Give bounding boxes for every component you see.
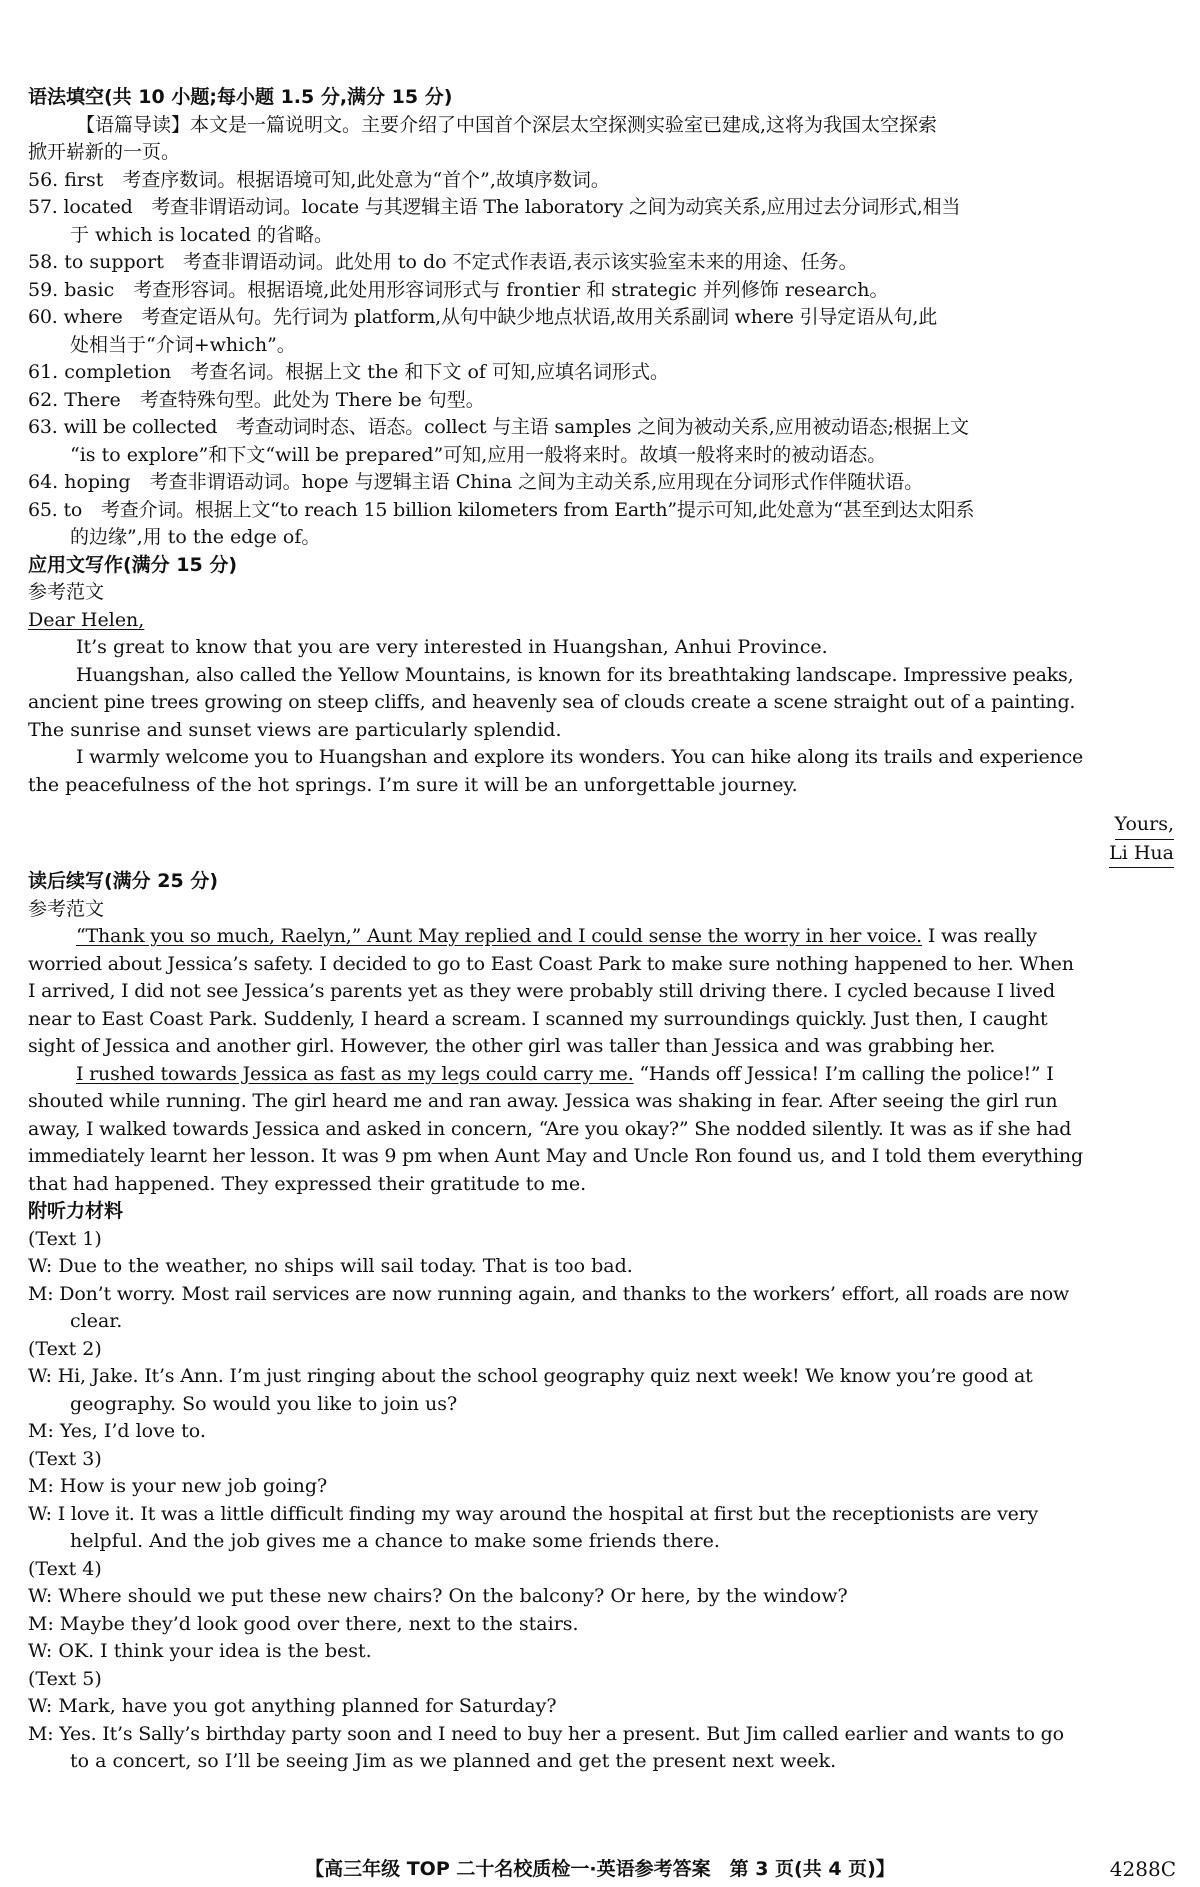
- letter-closing: Yours,: [1115, 811, 1174, 840]
- story-given-sentence-2: I rushed towards Jessica as fast as my legs could carry me.: [76, 1062, 634, 1085]
- story-line: worried about Jessica’s safety. I decided to go to East Coast Park to make sure nothing happened to her. When: [28, 952, 1074, 975]
- story-given-sentence-1: “Thank you so much, Raelyn,” Aunt May replied and I could sense the worry in her voice.: [76, 925, 922, 947]
- writing-ref-label: 参考范文: [28, 581, 105, 603]
- dialogue-line: W: I love it. It was a little difficult finding my way around the hospital at first but the receptionists are very: [28, 1502, 1039, 1525]
- listening-heading: 附听力材料: [28, 1200, 124, 1222]
- writing-heading: 应用文写作(满分 15 分): [28, 553, 238, 576]
- dialogue-line-cont: geography. So would you like to join us?: [70, 1392, 458, 1415]
- text-label: (Text 4): [28, 1557, 102, 1580]
- answer-57-cont: 于 which is located 的省略。: [70, 223, 333, 246]
- letter-salutation: Dear Helen,: [28, 608, 145, 631]
- dialogue-line: W: Where should we put these new chairs? On the balcony? Or here, by the window?: [28, 1585, 848, 1607]
- answer-page: [28, 84, 1174, 1776]
- answer-65: 65. to 考查介词。根据上文“to reach 15 billion kilometers from Earth”提示可知,此处意为“甚至到达太阳系: [28, 498, 975, 521]
- dialogue-line: W: OK. I think your idea is the best.: [28, 1640, 372, 1662]
- text-label: (Text 5): [28, 1667, 102, 1690]
- answer-60-cont: 处相当于“介词+which”。: [70, 333, 296, 356]
- text-label: (Text 2): [28, 1337, 102, 1360]
- letter-paragraph-3-line: the peacefulness of the hot springs. I’m sure it will be an unforgettable journey.: [28, 773, 798, 796]
- document-code: 4288C: [1109, 1857, 1176, 1881]
- continuation-ref-label: 参考范文: [28, 897, 105, 920]
- answer-56: 56. first 考查序数词。根据语境可知,此处意为“首个”,故填序数词。: [28, 168, 610, 191]
- text-label: (Text 1): [28, 1227, 102, 1250]
- story-line: that had happened. They expressed their gratitude to me.: [28, 1172, 587, 1195]
- story-line: near to East Coast Park. Suddenly, I heard a scream. I scanned my surroundings quickly. Just then, I caught: [28, 1007, 1048, 1030]
- continuation-heading: 读后续写(满分 25 分): [28, 870, 219, 892]
- story-paragraph-1: “Thank you so much, Raelyn,” Aunt May replied and I could sense the worry in her voice. I was really: [76, 925, 1037, 947]
- letter-paragraph-2: Huangshan, also called the Yellow Mountains, is known for its breathtaking landscape. Impressive peaks,: [76, 663, 1074, 686]
- story-line: away, I walked towards Jessica and asked in concern, “Are you okay?” She nodded silently. It was as if she had: [28, 1117, 1072, 1140]
- dialogue-line: W: Mark, have you got anything planned for Saturday?: [28, 1695, 557, 1717]
- dialogue-line: M: How is your new job going?: [28, 1475, 328, 1497]
- story-line: immediately learnt her lesson. It was 9 pm when Aunt May and Uncle Ron found us, and I told them everything: [28, 1145, 1083, 1167]
- answer-65-cont: 的边缘”,用 to the edge of。: [70, 526, 321, 548]
- story-paragraph-2: I rushed towards Jessica as fast as my legs could carry me. “Hands off Jessica! I’m calling the police!” I: [76, 1062, 1054, 1085]
- letter-paragraph-2-line: The sunrise and sunset views are particularly splendid.: [28, 718, 562, 741]
- answer-58: 58. to support 考查非谓语动词。此处用 to do 不定式作表语,表示该实验室未来的用途、任务。: [28, 251, 858, 273]
- letter-paragraph-2-line: ancient pine trees growing on steep cliffs, and heavenly sea of clouds create a scene straight out of a painting.: [28, 691, 1076, 713]
- dialogue-line-cont: clear.: [70, 1310, 123, 1332]
- letter-paragraph-1: It’s great to know that you are very interested in Huangshan, Anhui Province.: [76, 636, 828, 658]
- dialogue-line: M: Don’t worry. Most rail services are now running again, and thanks to the workers’ effort, all roads are now: [28, 1282, 1070, 1305]
- answer-64: 64. hoping 考查非谓语动词。hope 与逻辑主语 China 之间为主动关系,应用现在分词形式作伴随状语。: [28, 471, 924, 493]
- answer-57: 57. located 考查非谓语动词。locate 与其逻辑主语 The laboratory 之间为动宾关系,应用过去分词形式,相当: [28, 196, 961, 218]
- dialogue-line-cont: helpful. And the job gives me a chance to make some friends there.: [70, 1530, 720, 1552]
- dialogue-line: W: Hi, Jake. It’s Ann. I’m just ringing about the school geography quiz next week! We know you’re good at: [28, 1365, 1033, 1387]
- letter-signature: Li Hua: [1109, 840, 1174, 869]
- grammar-intro: 【语篇导读】本文是一篇说明文。主要介绍了中国首个深层太空探测实验室已建成,这将为我国太空探索: [76, 113, 938, 136]
- answer-62: 62. There 考查特殊句型。此处为 There be 句型。: [28, 388, 485, 411]
- dialogue-line: M: Yes. It’s Sally’s birthday party soon and I need to buy her a present. But Jim called earlier and wants to go: [28, 1722, 1064, 1745]
- story-line: shouted while running. The girl heard me and ran away. Jessica was shaking in fear. After seeing the girl run: [28, 1090, 1058, 1112]
- text-label: (Text 3): [28, 1447, 102, 1470]
- answer-61: 61. completion 考查名词。根据上文 the 和下文 of 可知,应填名词形式。: [28, 361, 670, 383]
- dialogue-line: M: Yes, I’d love to.: [28, 1420, 206, 1442]
- story-line: I arrived, I did not see Jessica’s parents yet as they were probably still driving there. I cycled because I lived: [28, 980, 1055, 1002]
- answer-63: 63. will be collected 考查动词时态、语态。collect 与主语 samples 之间为被动关系,应用被动语态;根据上文: [28, 416, 969, 438]
- answer-60: 60. where 考查定语从句。先行词为 platform,从句中缺少地点状语,故用关系副词 where 引导定语从句,此: [28, 306, 938, 328]
- dialogue-line: M: Maybe they’d look good over there, next to the stairs.: [28, 1612, 579, 1635]
- dialogue-line: W: Due to the weather, no ships will sail today. That is too bad.: [28, 1255, 633, 1277]
- footer-title: 【高三年级 TOP 二十名校质检一·英语参考答案 第 3 页(共 4 页)】: [305, 1858, 895, 1880]
- answer-59: 59. basic 考查形容词。根据语境,此处用形容词形式与 frontier 和 strategic 并列修饰 research。: [28, 278, 889, 301]
- letter-paragraph-3: I warmly welcome you to Huangshan and explore its wonders. You can hike along its trails and experience: [76, 746, 1084, 768]
- grammar-intro-cont: 掀开崭新的一页。: [28, 141, 181, 163]
- answer-63-cont: “is to explore”和下文“will be prepared”可知,应用一般将来时。故填一般将来时的被动语态。: [70, 443, 887, 466]
- dialogue-line-cont: to a concert, so I’ll be seeing Jim as we planned and get the present next week.: [70, 1750, 837, 1772]
- story-line: sight of Jessica and another girl. However, the other girl was taller than Jessica and was grabbing her.: [28, 1035, 996, 1057]
- grammar-heading: 语法填空(共 10 小题;每小题 1.5 分,满分 15 分): [28, 86, 453, 108]
